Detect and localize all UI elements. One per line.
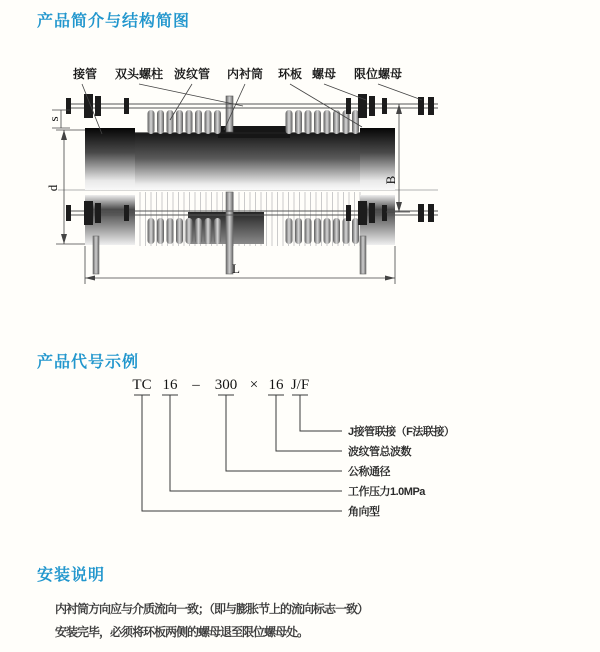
- code-seg-waves: 16: [268, 377, 284, 393]
- central-stud: [226, 96, 233, 132]
- dim-label-L: L: [232, 261, 240, 276]
- top-tie-rod: [66, 94, 438, 118]
- product-code-diagram: [118, 374, 493, 529]
- callout-type: 角向型: [348, 506, 380, 518]
- top-rod-nuts: [66, 94, 434, 118]
- code-seg-connection: J/F: [290, 377, 310, 393]
- code-leader-lines: [134, 395, 342, 511]
- code-seg-diameter: 300: [214, 377, 238, 393]
- callout-pressure: 工作压力1.0MPa: [348, 486, 425, 498]
- code-segments: [132, 377, 309, 393]
- section-title-install: 安装说明: [37, 567, 106, 584]
- part-label-ring-plate: 环板: [277, 67, 303, 81]
- part-label-limit-nut: 限位螺母: [353, 67, 403, 81]
- code-seg-type: TC: [132, 377, 152, 393]
- callout-connection: J接管联接（F法联接）: [348, 426, 455, 438]
- part-label-nut: 螺母: [311, 67, 337, 81]
- callout-waves: 波纹管总波数: [348, 446, 411, 458]
- dim-label-B: B: [383, 175, 398, 185]
- part-label-jieguan: 接管: [72, 67, 98, 81]
- part-labels: [72, 66, 402, 81]
- dimension-L: [85, 246, 395, 284]
- part-label-stud: 双头螺柱: [114, 67, 164, 81]
- structure-diagram: [40, 60, 470, 315]
- dim-label-d: d: [45, 184, 60, 192]
- code-seg-times: ×: [249, 377, 259, 393]
- part-label-bellows: 波纹管: [173, 67, 211, 81]
- code-callout-labels: [348, 424, 454, 518]
- left-ring-plate: [85, 128, 135, 190]
- callout-diameter: 公称通径: [348, 466, 390, 478]
- code-seg-dash: –: [192, 377, 200, 393]
- install-instruction-line-1: 内衬筒方向应与介质流向一致；（即与膨胀节上的流向标志一致）: [55, 602, 369, 616]
- section-title-intro: 产品简介与结构简图: [37, 13, 191, 30]
- code-seg-pressure: 16: [162, 377, 178, 393]
- limit-nut: [428, 97, 434, 115]
- install-instruction-line-2: 安装完毕，必须将环板两侧的螺母退至限位螺母处。: [55, 625, 309, 639]
- dim-label-s: s: [46, 116, 61, 122]
- dimension-d: [56, 130, 85, 244]
- part-label-liner: 内衬筒: [226, 67, 264, 81]
- section-title-code-example: 产品代号示例: [37, 354, 140, 371]
- upper-half-body: [85, 126, 395, 190]
